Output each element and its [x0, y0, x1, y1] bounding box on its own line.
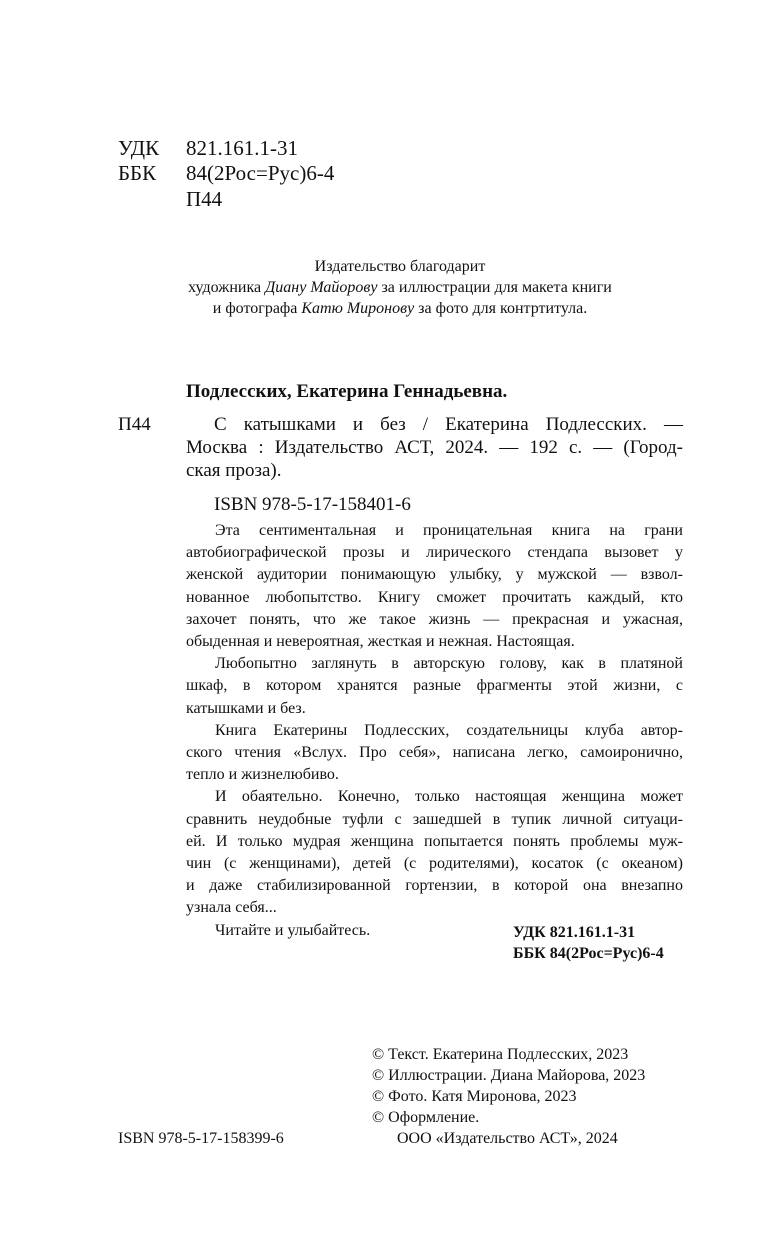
annotation-line: нованное любопытство. Книгу сможет прочитать каждый, кто	[186, 588, 683, 606]
annotation-line: тепло и жизнелюбиво.	[186, 766, 339, 784]
annotation-line: чин (с женщинами), детей (с родителями), косаток (с океаном)	[186, 855, 683, 873]
copyright-block	[372, 1044, 645, 1149]
annotation-line: узнала себя...	[186, 899, 277, 917]
annotation-line: Любопытно заглянуть в авторскую голову, как в платяной	[215, 655, 683, 673]
bbk-label: ББК	[118, 161, 157, 185]
annotation-line: Читайте и улыбайтесь.	[215, 921, 371, 939]
annotation	[186, 520, 683, 942]
ack-text: за иллюстрации для макета книги	[377, 279, 612, 296]
ack-line-1: Издательство благодарит	[314, 258, 486, 275]
annotation-line: захочет понять, что же такое жизнь — прекрасная и ужасная,	[186, 610, 683, 628]
acknowledgement	[120, 256, 680, 319]
annotation-line: автобиографической прозы и лирического стендапа вызовет у	[186, 544, 683, 562]
annotation-line: обыденная и невероятная, жесткая и нежная. Настоящая.	[186, 633, 575, 651]
record-isbn: ISBN 978-5-17-158401-6	[214, 494, 411, 515]
udk-code: УДК 821.161.1-31	[513, 924, 636, 941]
title-line: ская проза).	[186, 460, 282, 481]
annotation-line: ей. И только мудрая женщина попытается понять проблемы муж-	[186, 832, 683, 850]
bbk-value: 84(2Рос=Рус)6-4	[186, 161, 335, 185]
photographer-name: Катю Миронову	[301, 300, 415, 317]
bbk-code: ББК 84(2Рос=Рус)6-4	[513, 945, 664, 962]
record-mark: П44	[118, 414, 151, 435]
annotation-line: Книга Екатерины Подлесских, создательницы клуба автор-	[215, 721, 683, 739]
ack-text: художника	[188, 279, 266, 296]
illustrator-name: Диану Майорову	[265, 279, 378, 296]
annotation-line: сравнить неудобные туфли с зашедшей в тупик личной ситуаци-	[186, 810, 683, 828]
record-title	[214, 413, 683, 436]
record-title-cont	[186, 436, 683, 482]
copyright-line: © Иллюстрации. Диана Майорова, 2023	[372, 1067, 646, 1084]
udk-label: УДК	[118, 136, 160, 160]
author-heading: Подлесских, Екатерина Геннадьевна.	[186, 381, 508, 402]
udk-value: 821.161.1-31	[186, 136, 298, 160]
isbn-footer: ISBN 978-5-17-158399-6	[118, 1130, 284, 1147]
title-line: Москва : Издательство АСТ, 2024. — 192 с. — (Город-	[186, 437, 683, 458]
author-mark: П44	[186, 187, 223, 211]
annotation-line: И обаятельно. Конечно, только настоящая женщина может	[215, 788, 683, 806]
annotation-line: шкаф, в котором хранятся разные фрагменты этой жизни, с	[186, 677, 683, 695]
annotation-line: женской аудитории понимающую улыбку, у мужской — взвол-	[186, 566, 683, 584]
ack-text: за фото для контртитула.	[414, 300, 588, 317]
ack-text: и фотографа	[212, 300, 302, 317]
copyright-line: © Фото. Катя Миронова, 2023	[372, 1088, 577, 1105]
ack-line-2	[120, 277, 680, 298]
title-line: С катышками и без / Екатерина Подлесских. —	[214, 414, 683, 435]
annotation-line: Эта сентиментальная и проницательная книга на грани	[215, 522, 683, 539]
annotation-line: и даже стабилизированной гортензии, в которой она внезапно	[186, 877, 683, 895]
ack-line-3	[120, 298, 680, 319]
copyright-line: © Оформление.	[372, 1109, 480, 1126]
annotation-line: ского чтения «Вслух. Про себя», написана легко, самоиронично,	[186, 744, 683, 762]
copyright-line: © Текст. Екатерина Подлесских, 2023	[372, 1046, 629, 1063]
annotation-line: катышками и без.	[186, 699, 306, 717]
copyright-line: ООО «Издательство АСТ», 2024	[397, 1130, 618, 1147]
